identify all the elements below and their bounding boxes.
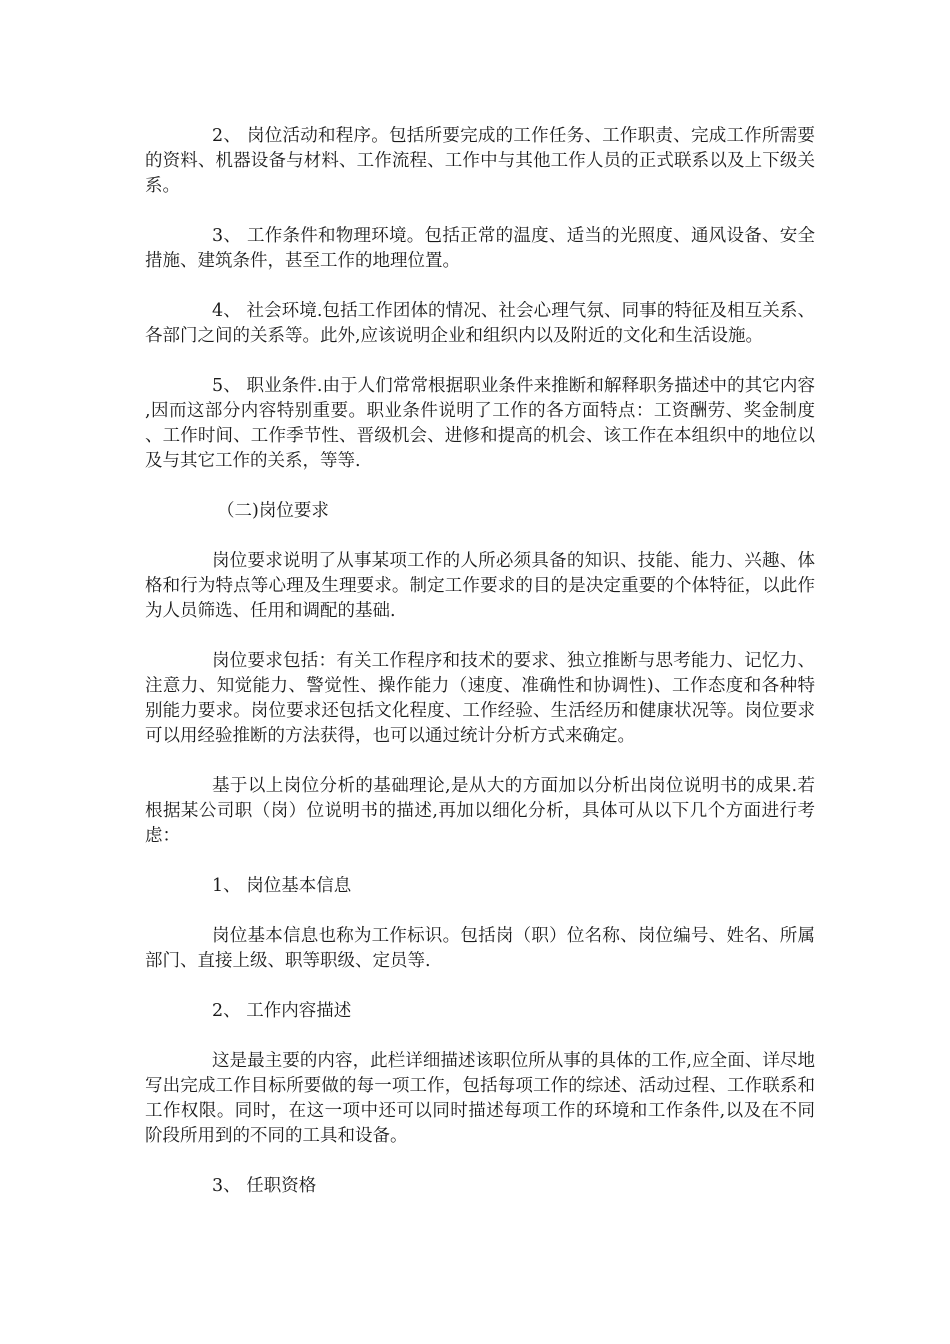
paragraph-analysis-basis: 基于以上岗位分析的基础理论,是从大的方面加以分析出岗位说明书的成果.若根据某公司职（岗）位说明书的描述,再加以细化分析，具体可从以下几个方面进行考虑： — [145, 776, 815, 846]
paragraph-requirements-content: 岗位要求包括：有关工作程序和技术的要求、独立推断与思考能力、记忆力、注意力、知觉能力、警觉性、操作能力（速度、准确性和协调性)、工作态度和各种特别能力要求。岗位要求还包括文化程度、工作经验、生活经历和健康状况等。岗位要求可以用经验推断的方法获得，也可以通过统计分析方式来确定。 — [145, 651, 815, 746]
item-heading-job-content: 2、 工作内容描述 — [212, 1001, 352, 1021]
paragraph-occupational-conditions: 5、 职业条件.由于人们常常根据职业条件来推断和解释职务描述中的其它内容,因而这部分内容特别重要。职业条件说明了工作的各方面特点：工资酬劳、奖金制度、工作时间、工作季节性、晋级机会、进修和提高的机会、该工作在本组织中的地位以及与其它工作的关系，等等. — [145, 376, 815, 471]
paragraph-basic-info: 岗位基本信息也称为工作标识。包括岗（职）位名称、岗位编号、姓名、所属部门、直接上级、职等职级、定员等. — [145, 926, 815, 971]
section-heading-job-requirements: （二)岗位要求 — [217, 501, 329, 521]
paragraph-working-conditions: 3、 工作条件和物理环境。包括正常的温度、适当的光照度、通风设备、安全措施、建筑条件，甚至工作的地理位置。 — [145, 226, 815, 271]
paragraph-job-content: 这是最主要的内容，此栏详细描述该职位所从事的具体的工作,应全面、详尽地写出完成工作目标所要做的每一项工作，包括每项工作的综述、活动过程、工作联系和工作权限。同时，在这一项中还可以同时描述每项工作的环境和工作条件,以及在不同阶段所用到的不同的工具和设备。 — [145, 1051, 815, 1146]
item-heading-qualifications: 3、 任职资格 — [212, 1176, 317, 1196]
paragraph-requirements-definition: 岗位要求说明了从事某项工作的人所必须具备的知识、技能、能力、兴趣、体格和行为特点等心理及生理要求。制定工作要求的目的是决定重要的个体特征，以此作为人员筛选、任用和调配的基础. — [145, 551, 815, 621]
paragraph-social-environment: 4、 社会环境.包括工作团体的情况、社会心理气氛、同事的特征及相互关系、各部门之间的关系等。此外,应该说明企业和组织内以及附近的文化和生活设施。 — [145, 301, 815, 346]
document-body — [145, 124, 815, 1224]
paragraph-job-activities: 2、 岗位活动和程序。包括所要完成的工作任务、工作职责、完成工作所需要的资料、机器设备与材料、工作流程、工作中与其他工作人员的正式联系以及上下级关系。 — [145, 126, 815, 196]
item-heading-basic-info: 1、 岗位基本信息 — [212, 876, 352, 896]
